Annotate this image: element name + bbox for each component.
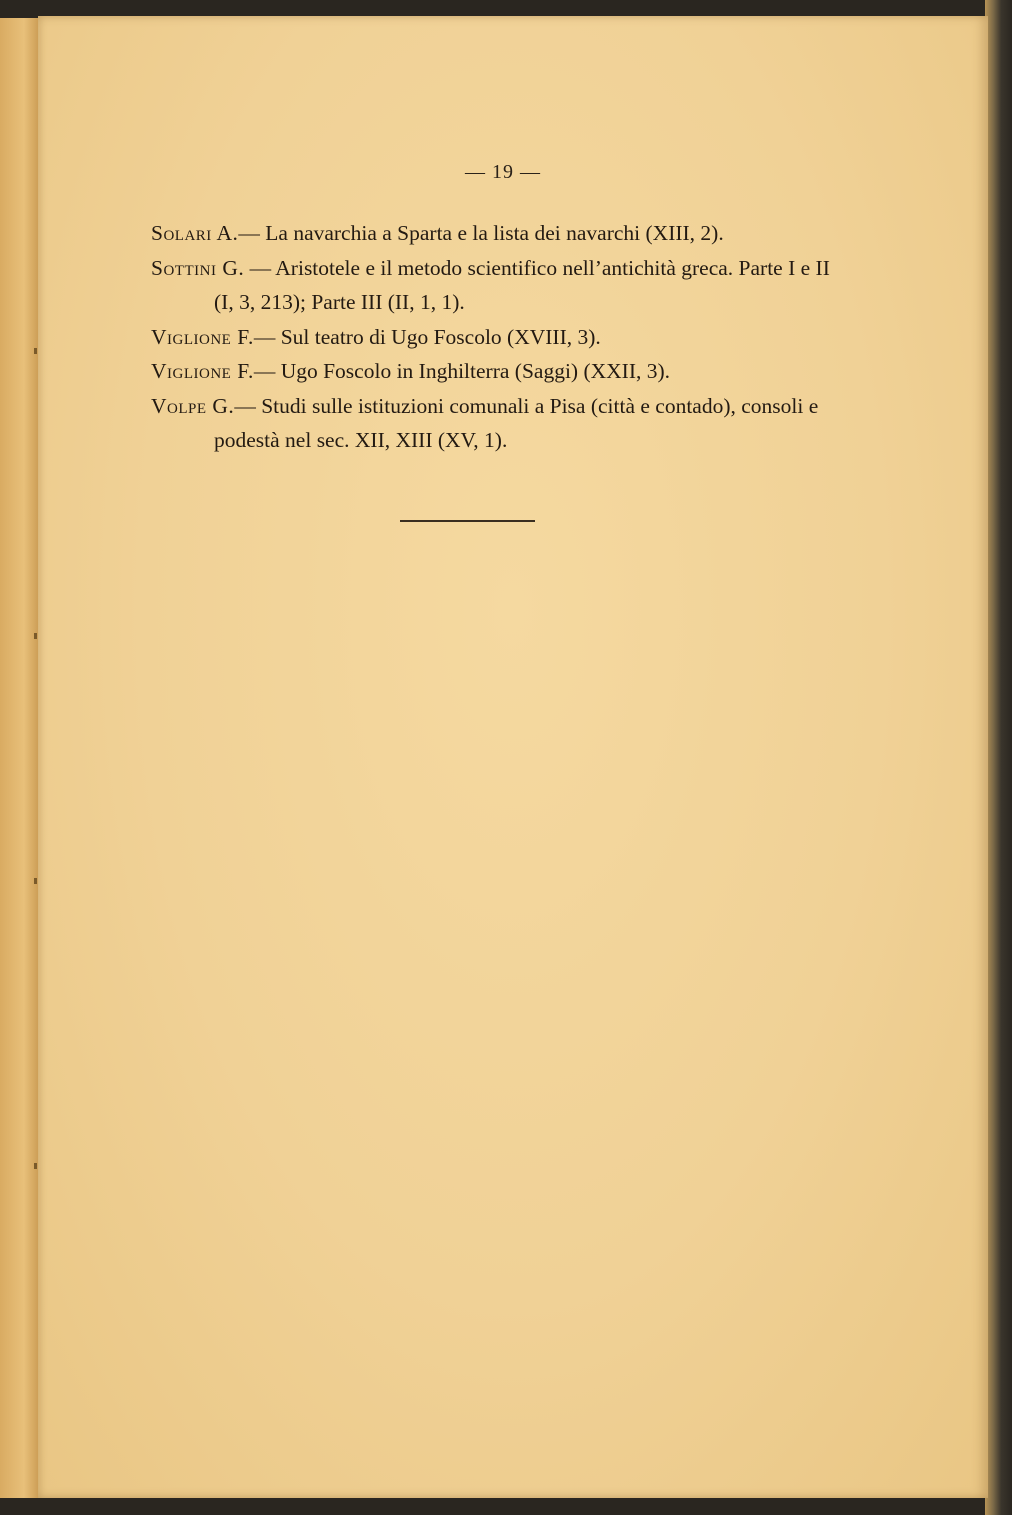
closing-rule xyxy=(400,520,535,522)
binding-stitch xyxy=(34,878,37,884)
binding-stitch xyxy=(34,1163,37,1169)
document-page xyxy=(38,16,988,1498)
entry-text: — La navarchia a Sparta e la lista dei navarchi (XIII, 2). xyxy=(238,221,724,245)
bibliography-entry xyxy=(151,216,851,251)
book-right-edge xyxy=(985,0,1012,1515)
entry-text: — Studi sulle istituzioni comunali a Pisa (città e contado), consoli e podestà nel sec. XII, XIII (XV, 1). xyxy=(214,393,819,452)
bibliography-entry xyxy=(151,251,851,320)
entry-author: Viglione F. xyxy=(151,359,254,383)
left-page-edge xyxy=(0,18,40,1498)
entry-author: Viglione F. xyxy=(151,324,254,349)
bibliography-entry xyxy=(151,389,851,458)
entry-text: — Sul teatro di Ugo Foscolo (XVIII, 3). xyxy=(253,324,601,349)
binding-stitch xyxy=(34,348,37,354)
entry-author: Sottini G. xyxy=(151,255,245,280)
entry-author: Solari A. xyxy=(151,221,239,245)
page-number: — 19 — xyxy=(465,161,541,183)
entry-text: — Aristotele e il metodo scientifico nell’antichità greca. Parte I e II (I, 3, 213); Parte III (II, 1, 1). xyxy=(214,255,830,314)
binding-stitch xyxy=(34,633,37,639)
bibliography-entry xyxy=(151,320,851,355)
entry-text: — Ugo Foscolo in Inghilterra (Saggi) (XXII, 3). xyxy=(253,359,671,383)
bibliography-list xyxy=(151,216,851,458)
bibliography-entry xyxy=(151,354,851,389)
entry-author: Volpe G. xyxy=(151,393,235,418)
